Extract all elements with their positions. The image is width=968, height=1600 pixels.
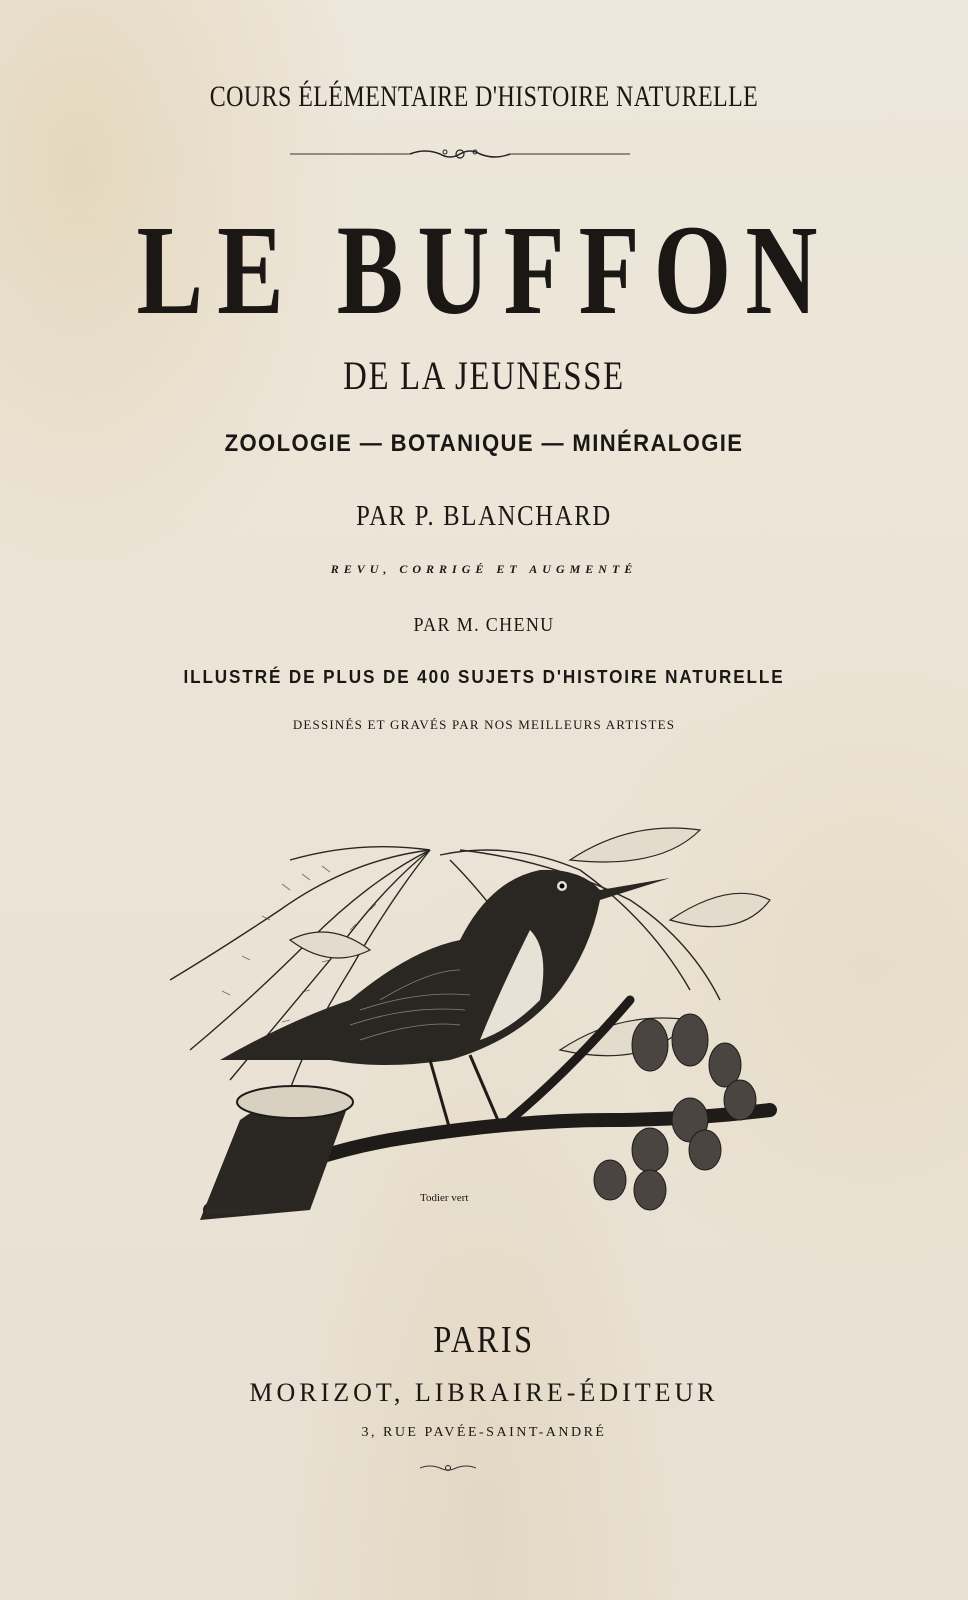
book-subtitle: DE LA JEUNESSE <box>343 353 625 398</box>
tail-ornament-icon <box>420 1462 476 1474</box>
imprint-publisher: MORIZOT, LIBRAIRE-ÉDITEUR <box>249 1378 719 1407</box>
artists-note: DESSINÉS ET GRAVÉS PAR NOS MEILLEURS ARTISTES <box>292 717 676 732</box>
series-title: COURS ÉLÉMENTAIRE D'HISTOIRE NATURELLE <box>209 80 759 113</box>
illustration-note: ILLUSTRÉ DE PLUS DE 400 SUJETS D'HISTOIRE NATURELLE <box>183 667 785 687</box>
decorative-rule-icon <box>290 144 630 164</box>
engraver-signature: CHEVAUCHET SC. <box>207 1209 265 1215</box>
figure-caption: Todier vert <box>420 1192 469 1204</box>
editor-line: PAR M. CHENU <box>413 614 555 636</box>
revision-note: REVU, CORRIGÉ ET AUGMENTÉ <box>330 562 638 576</box>
book-title: LE BUFFON <box>136 199 832 341</box>
author-line: PAR P. BLANCHARD <box>356 500 612 532</box>
bird-engraving-icon <box>130 820 780 1230</box>
imprint-address: 3, RUE PAVÉE-SAINT-ANDRÉ <box>361 1425 607 1440</box>
subjects-line: ZOOLOGIE — BOTANIQUE — MINÉRALOGIE <box>224 430 744 457</box>
imprint-city: PARIS <box>433 1319 535 1361</box>
